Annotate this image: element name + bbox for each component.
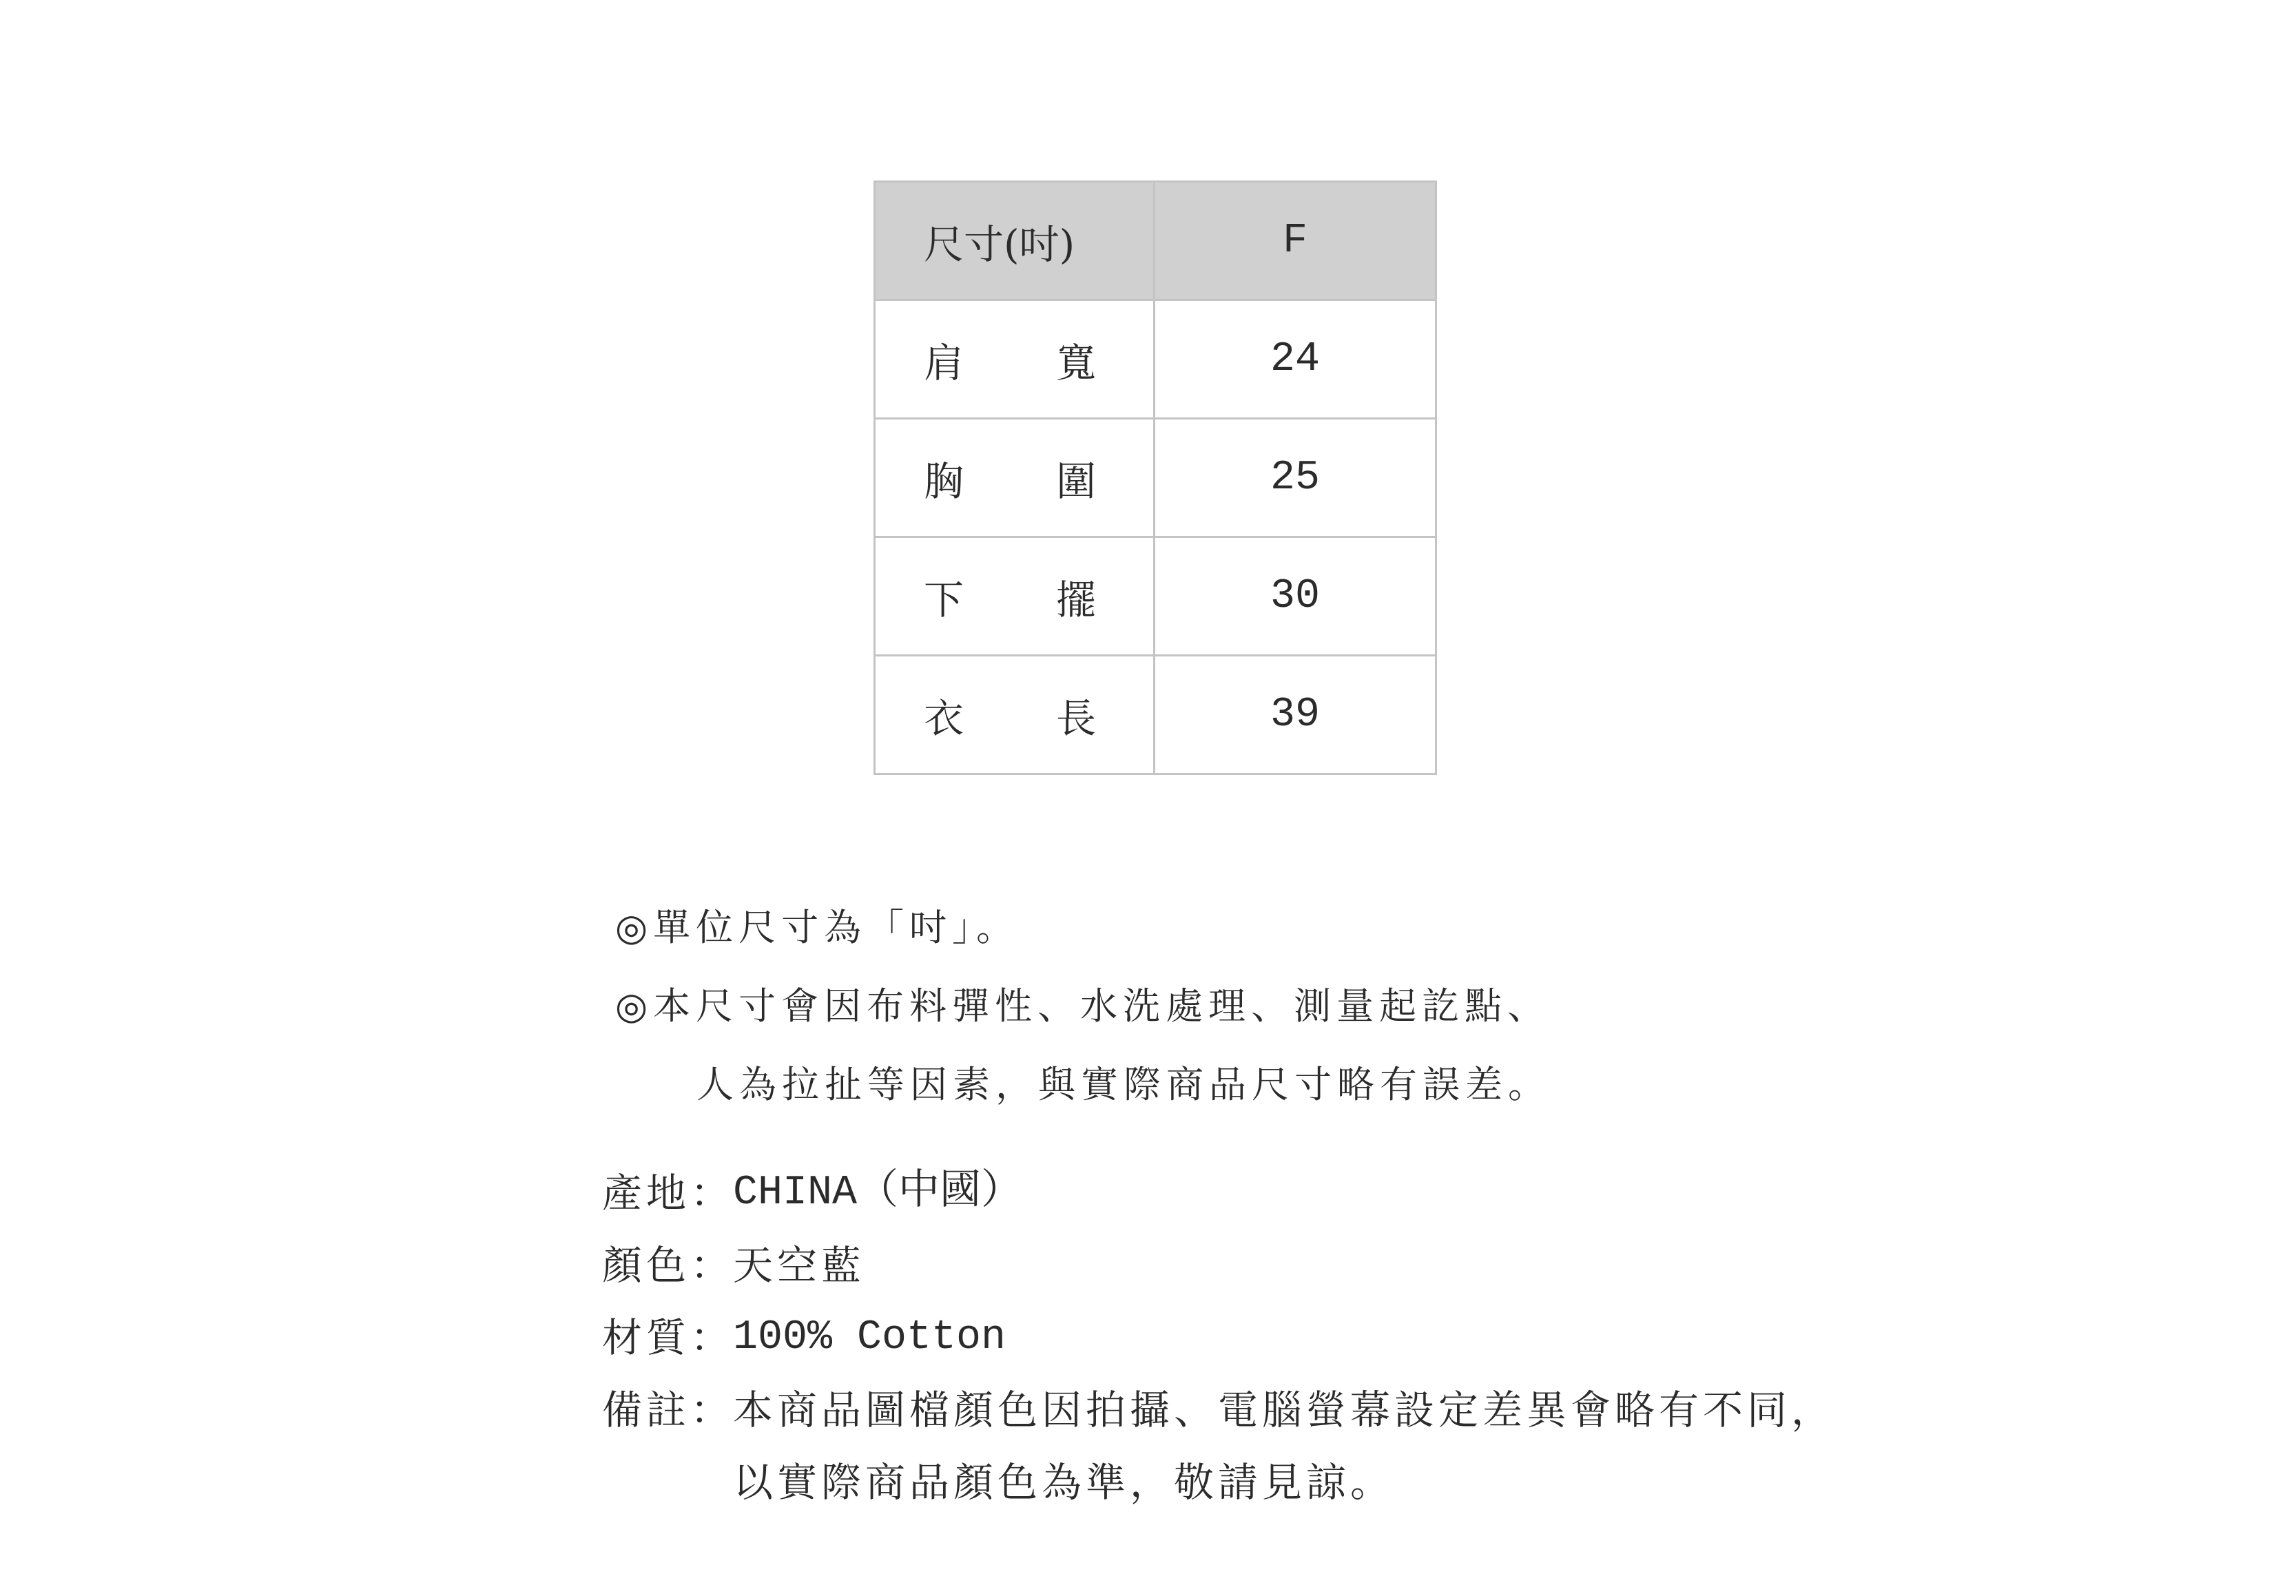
- color-label: 顏色：: [602, 1242, 735, 1289]
- size-row-value: 25: [1155, 419, 1436, 537]
- material-label: 材質：: [602, 1314, 735, 1361]
- remark-value: 本商品圖檔顏色因拍攝、電腦螢幕設定差異會略有不同，: [733, 1387, 1836, 1433]
- product-info: [602, 1157, 1835, 1519]
- note-tolerance-cont: 人為拉扯等因素，與實際商品尺寸略有誤差。: [696, 1063, 1551, 1106]
- material-value: 100% Cotton: [733, 1314, 1006, 1361]
- info-color: [602, 1230, 1835, 1302]
- size-header-label: 尺寸(吋): [875, 182, 1155, 300]
- size-row-label: [875, 537, 1155, 656]
- size-row-value: 39: [1155, 656, 1436, 774]
- table-row: [875, 300, 1436, 419]
- origin-label: 產地：: [602, 1170, 735, 1216]
- size-header-value: F: [1155, 182, 1436, 300]
- size-row-label-b: 圍: [1055, 457, 1096, 505]
- size-row-value: 24: [1155, 300, 1436, 419]
- table-row: [875, 419, 1436, 537]
- info-remark: [602, 1374, 1835, 1447]
- remark-value-cont: 以實際商品顏色為準，敬請見諒。: [733, 1459, 1395, 1506]
- remark-label: 備註：: [602, 1387, 735, 1433]
- origin-value: CHINA（中國）: [733, 1170, 1023, 1216]
- size-table: [873, 180, 1437, 775]
- size-row-label-a: 肩: [924, 339, 964, 386]
- info-remark-cont: [602, 1447, 1835, 1519]
- size-row-label-a: 胸: [924, 457, 964, 505]
- size-notes: [615, 889, 1551, 1124]
- color-value: 天空藍: [733, 1242, 866, 1289]
- info-material: [602, 1302, 1835, 1374]
- info-origin: [602, 1157, 1835, 1230]
- size-row-value: 30: [1155, 537, 1436, 656]
- size-row-label: [875, 656, 1155, 774]
- size-row-label-a: 衣: [924, 694, 964, 742]
- table-row: [875, 656, 1436, 774]
- size-table-header-row: [875, 182, 1436, 300]
- size-row-label-a: 下: [924, 576, 964, 623]
- size-row-label: [875, 300, 1155, 419]
- note-unit: ◎單位尺寸為「吋」。: [615, 906, 1020, 949]
- size-row-label: [875, 419, 1155, 537]
- size-row-label-b: 寬: [1055, 339, 1096, 386]
- note-tolerance: ◎本尺寸會因布料彈性、水洗處理、測量起訖點、: [615, 984, 1551, 1028]
- size-row-label-b: 擺: [1055, 576, 1096, 623]
- size-row-label-b: 長: [1055, 694, 1096, 742]
- table-row: [875, 537, 1436, 656]
